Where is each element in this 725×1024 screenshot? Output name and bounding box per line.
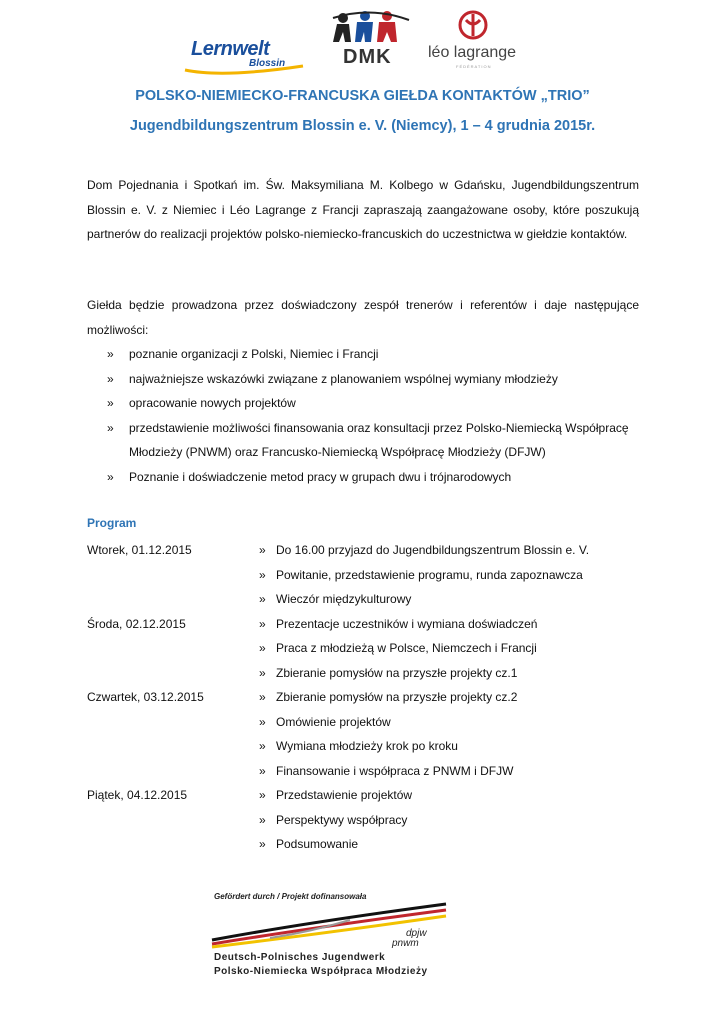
- day-label: Piątek, 04.12.2015: [87, 788, 188, 802]
- list-item-text: poznanie organizacji z Polski, Niemiec i Francji: [129, 347, 379, 361]
- leo-lagrange-logo: [428, 10, 538, 72]
- bullet-mark: »: [259, 788, 266, 802]
- schedule-item: [259, 808, 647, 833]
- list-item: [87, 367, 647, 392]
- bullet-mark: »: [259, 567, 266, 582]
- document-subtitle: Jugendbildungszentrum Blossin e. V. (Niemcy), 1 – 4 grudnia 2015r.: [129, 118, 596, 134]
- bullet-mark: »: [259, 641, 266, 655]
- bullet-mark: »: [259, 543, 266, 557]
- day-items: [259, 612, 647, 686]
- program-heading: Program: [87, 516, 137, 530]
- day-items: [259, 538, 647, 612]
- list-item-text: najważniejsze wskazówki związane z planowaniem wspólnej wymiany młodzieży: [129, 371, 558, 386]
- lead-paragraph: Giełda będzie prowadzona przez doświadczony zespół trenerów i referentów i daje następujące możliwości:: [87, 298, 639, 337]
- leo-lagrange-emblem-icon: [428, 10, 538, 44]
- list-item: [87, 391, 647, 416]
- schedule-item-text: Prezentacje uczestników i wymiana doświadczeń: [276, 616, 538, 631]
- list-item: [87, 342, 647, 367]
- bullet-mark: »: [107, 420, 114, 435]
- dpjw-text: dpjw: [406, 928, 427, 939]
- bullet-mark: »: [259, 690, 266, 704]
- schedule-item-text: Praca z młodzieżą w Polsce, Niemczech i Francji: [276, 641, 537, 655]
- schedule-item-text: Podsumowanie: [276, 837, 359, 851]
- lernwelt-logo: [183, 38, 308, 76]
- list-item-text: Poznanie i doświadczenie metod pracy w grupach dwu i trójnarodowych: [129, 469, 512, 484]
- bullet-mark: »: [259, 714, 266, 729]
- schedule-item: [259, 710, 647, 735]
- day-items: [259, 783, 647, 857]
- list-item-text: przedstawienie możliwości finansowania oraz konsultacji przez Polsko-Niemiecką Współpracę Młodzieży (PNWM) oraz Francusko-Niemiecką Współpracę Młodzieży (DFJW): [129, 420, 629, 459]
- intro-paragraph: Dom Pojednania i Spotkań im. Św. Maksymiliana M. Kolbego w Gdańsku, Jugendbildungszentrum Blossin e. V. z Niemiec i Léo Lagrange z Francji zapraszają zaangażowane osoby, które poszukują partnerów do realizacji projektów polsko-niemiecko-francuskich do uczestnictwa w giełdzie kontaktów.: [87, 178, 639, 241]
- bullet-mark: »: [107, 371, 114, 386]
- lernwelt-title: Lernwelt: [191, 38, 270, 60]
- schedule-item-text: Powitanie, przedstawienie programu, runda zapoznawcza: [276, 567, 583, 582]
- pnwm-text: pnwm: [392, 938, 419, 949]
- schedule-item: [259, 563, 647, 588]
- bullet-mark: »: [107, 396, 114, 410]
- funded-by-text: Gefördert durch / Projekt dofinansowała: [214, 892, 367, 901]
- day-label: Środa, 02.12.2015: [87, 616, 186, 631]
- schedule-item-text: Wymiana młodzieży krok po kroku: [276, 739, 458, 753]
- bullet-mark: »: [259, 763, 266, 778]
- day-label: Czwartek, 03.12.2015: [87, 690, 204, 704]
- logo-bar: [0, 8, 725, 78]
- day-items: [259, 685, 647, 783]
- list-item: [87, 416, 647, 465]
- document-title: POLSKO-NIEMIECKO-FRANCUSKA GIEŁDA KONTAKTÓW „TRIO”: [135, 88, 590, 104]
- schedule-item: [259, 685, 647, 710]
- list-item: [87, 465, 647, 490]
- bullet-mark: »: [259, 616, 266, 631]
- schedule-item: [259, 636, 647, 661]
- schedule-item-text: Przedstawienie projektów: [276, 788, 413, 802]
- bullet-mark: »: [107, 469, 114, 484]
- schedule-item: [259, 538, 647, 563]
- dmk-text: DMK: [343, 46, 392, 68]
- bullet-mark: »: [259, 739, 266, 753]
- bullet-mark: »: [259, 812, 266, 827]
- schedule-item: [259, 832, 647, 857]
- schedule-day: [87, 612, 647, 686]
- schedule-item-text: Finansowanie i współpraca z PNWM i DFJW: [276, 763, 514, 778]
- list-item-text: opracowanie nowych projektów: [129, 396, 296, 410]
- leo-lagrange-text: léo lagrange: [428, 44, 517, 61]
- benefits-list: [87, 342, 647, 489]
- org-name-de: Deutsch-Polnisches Jugendwerk: [214, 952, 386, 963]
- schedule-item: [259, 783, 647, 808]
- schedule-item: [259, 734, 647, 759]
- schedule-item-text: Do 16.00 przyjazd do Jugendbildungszentrum Blossin e. V.: [276, 543, 590, 557]
- schedule-day: [87, 538, 647, 612]
- day-label: Wtorek, 01.12.2015: [87, 543, 192, 557]
- org-name-pl: Polsko-Niemiecka Współpraca Młodzieży: [214, 966, 428, 977]
- bullet-mark: »: [259, 592, 266, 606]
- schedule-item-text: Wieczór międzykulturowy: [276, 592, 412, 606]
- schedule-day: [87, 685, 647, 783]
- schedule-item-text: Zbieranie pomysłów na przyszłe projekty cz.2: [276, 690, 518, 704]
- bullet-mark: »: [107, 347, 114, 361]
- schedule-item: [259, 759, 647, 784]
- program-schedule: [87, 538, 647, 857]
- funding-footer: [210, 892, 530, 992]
- schedule-item-text: Zbieranie pomysłów na przyszłe projekty cz.1: [276, 665, 518, 680]
- schedule-day: [87, 783, 647, 857]
- schedule-item: [259, 587, 647, 612]
- bullet-mark: »: [259, 665, 266, 680]
- schedule-item: [259, 661, 647, 686]
- schedule-item-text: Perspektywy współpracy: [276, 812, 408, 827]
- bullet-mark: »: [259, 837, 266, 851]
- leo-lagrange-subtext: FÉDÉRATION: [456, 64, 492, 69]
- dmk-figures-icon: [331, 8, 411, 48]
- schedule-item: [259, 612, 647, 637]
- dmk-logo: [331, 8, 411, 70]
- schedule-item-text: Omówienie projektów: [276, 714, 391, 729]
- lernwelt-subtitle: Blossin: [249, 58, 286, 69]
